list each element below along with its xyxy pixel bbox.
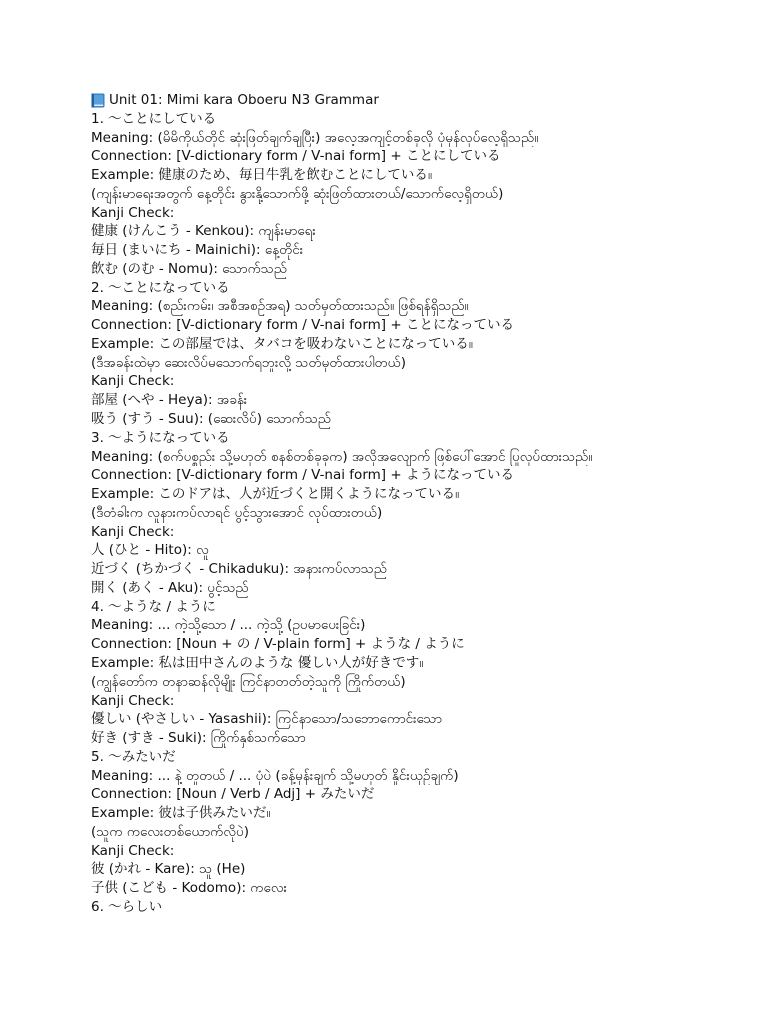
- document-line: 子供 (こども - Kodomo): ကလေး: [91, 880, 287, 897]
- document-lines: [91, 110, 751, 917]
- document-line: Kanji Check:: [91, 373, 175, 390]
- document-line: (သူက ကလေးတစ်ယောက်လိုပဲ): [91, 823, 249, 840]
- document-line: Meaning: (မိမိကိုယ်တိုင် ဆုံးဖြတ်ချက်ချပြီး) အလေ့အကျင့်တစ်ခုလို ပုံမှန်လုပ်လေ့ရှိသည်။: [91, 129, 539, 146]
- document-line: 飲む (のむ - Nomu): သောက်သည်: [91, 260, 287, 277]
- document-line: 6. ～らしい: [91, 898, 163, 915]
- document-line: 1. ～ことにしている: [91, 110, 217, 127]
- document-line: 好き (すき - Suki): ကြိုက်နှစ်သက်သော: [91, 730, 306, 747]
- document-line: Example: このドアは、人が近づくと開くようになっている။: [91, 486, 460, 503]
- document-title-line: [91, 91, 751, 110]
- document-line: Kanji Check:: [91, 692, 175, 709]
- document-line: 人 (ひと - Hito): လူ: [91, 542, 209, 559]
- document-line: 部屋 (へや - Heya): အခန်း: [91, 392, 248, 409]
- document-line: 5. ～みたいだ: [91, 748, 176, 765]
- document-line: Example: この部屋では、タバコを吸わないことになっている။: [91, 335, 473, 352]
- document-line: Example: 彼は子供みたいだ။: [91, 805, 271, 822]
- document-line: 健康 (けんこう - Kenkou): ကျန်းမာရေး: [91, 223, 316, 240]
- document-line: (ကျန်းမာရေးအတွက် နေ့တိုင်း နွားနို့သောက်ဖို့ ဆုံးဖြတ်ထားတယ်/သောက်လေ့ရှိတယ်): [91, 185, 504, 202]
- document-line: (ဒီတံခါးက လူနားကပ်လာရင် ပွင့်သွားအောင် လုပ်ထားတယ်): [91, 504, 383, 521]
- document-line: Meaning: ... နဲ့ တူတယ် / ... ပုံပဲ (ခန့်မှန်းချက် သို့မဟုတ် နှိုင်းယှဉ်ချက်): [91, 767, 459, 784]
- document-line: Connection: [Noun / Verb / Adj] + みたいだ: [91, 786, 375, 803]
- document-line: 3. ～ようになっている: [91, 429, 230, 446]
- document-line: (ကျွန်တော်က တနာဆန်လိုမျိုး ကြင်နာတတ်တဲ့သူကို ကြိုက်တယ်): [91, 673, 406, 690]
- document-line: 開く (あく - Aku): ပွင့်သည်: [91, 579, 249, 596]
- document-line: Kanji Check:: [91, 523, 175, 540]
- document-line: (ဒီအခန်းထဲမှာ ဆေးလိပ်မသောက်ရဘူးလို့ သတ်မှတ်ထားပါတယ်): [91, 354, 407, 371]
- document-line: 4. ～ような / ように: [91, 598, 216, 615]
- document-line: 毎日 (まいにち - Mainichi): နေ့တိုင်း: [91, 242, 304, 259]
- book-icon: [91, 93, 105, 108]
- document-line: 彼 (かれ - Kare): သူ (He): [91, 861, 246, 878]
- document-line: Kanji Check:: [91, 204, 175, 221]
- document-line: 近づく (ちかづく - Chikaduku): အနားကပ်လာသည်: [91, 561, 387, 578]
- document-line: Meaning: (စည်းကမ်း၊ အစီအစဉ်အရ) သတ်မှတ်ထားသည်။ ဖြစ်ရန်ရှိသည်။: [91, 298, 469, 315]
- document-line: Example: 私は田中さんのような 優しい人が好きです။: [91, 654, 424, 671]
- document-body: [91, 91, 751, 917]
- document-line: 吸う (すう - Suu): (ဆေးလိပ်) သောက်သည်: [91, 411, 331, 428]
- document-line: Example: 健康のため、毎日牛乳を飲むことにしている။: [91, 167, 432, 184]
- document-line: Kanji Check:: [91, 842, 175, 859]
- document-line: Meaning: (စက်ပစ္စည်း သို့မဟုတ် စနစ်တစ်ခုခုက) အလိုအလျောက် ဖြစ်ပေါ်အောင် ပြုလုပ်ထားသည်။: [91, 448, 593, 465]
- document-line: 優しい (やさしい - Yasashii): ကြင်နာသော/သဘောကောင်းသော: [91, 711, 442, 728]
- document-line: Connection: [V-dictionary form / V-nai form] + ことにしている: [91, 148, 501, 165]
- document-line: Connection: [V-dictionary form / V-nai form] + ことになっている: [91, 317, 514, 334]
- document-title: Unit 01: Mimi kara Oboeru N3 Grammar: [109, 92, 379, 108]
- document-line: Meaning: ... ကဲ့သို့သော / ... ကဲ့သို့ (ဥပမာပေးခြင်း): [91, 617, 366, 634]
- document-line: Connection: [V-dictionary form / V-nai form] + ようになっている: [91, 467, 514, 484]
- document-line: Connection: [Noun + の / V-plain form] + ような / ように: [91, 636, 465, 653]
- document-line: 2. ～ことになっている: [91, 279, 230, 296]
